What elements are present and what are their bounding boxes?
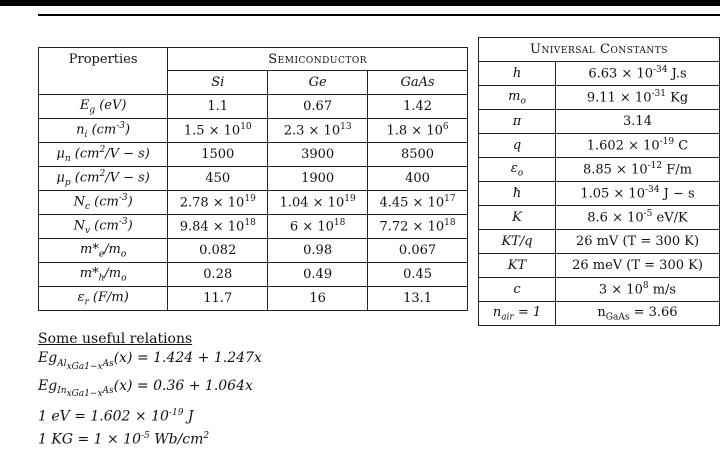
semiconductor-group-header: Semiconductor xyxy=(168,48,468,71)
constant-symbol: KT/q xyxy=(479,230,556,254)
constant-value: $6.63 \times 10^{-34}$ J.s xyxy=(556,62,720,86)
value-cell: 3900 xyxy=(268,143,368,167)
property-cell: $m*_e/m_o$ xyxy=(39,239,168,263)
value-cell: 11.7 xyxy=(168,287,268,311)
value-cell: 1500 xyxy=(168,143,268,167)
property-cell: $N_c$ $(cm^{-3})$ xyxy=(39,191,168,215)
table-row xyxy=(39,191,468,215)
value-cell: $7.72 \times 10^{18}$ xyxy=(368,215,468,239)
table-row xyxy=(479,182,720,206)
constant-value: $8.6 \times 10^{-5}$ eV/K xyxy=(556,206,720,230)
value-cell: 0.98 xyxy=(268,239,368,263)
constant-symbol: $n_{air} = 1$ xyxy=(479,302,556,326)
constant-symbol: $m_o$ xyxy=(479,86,556,110)
constant-symbol: $\varepsilon_o$ xyxy=(479,158,556,182)
value-cell: 400 xyxy=(368,167,468,191)
relation-line: 1 eV = $1.602 \times 10^{-19}$ J xyxy=(38,408,194,425)
semiconductor-header-row xyxy=(39,48,468,71)
table-row xyxy=(39,239,468,263)
value-cell: 8500 xyxy=(368,143,468,167)
constant-value: $n_{GaAs} = 3.66$ xyxy=(556,302,720,326)
constant-symbol: π xyxy=(479,110,556,134)
table-row xyxy=(479,158,720,182)
value-cell: 0.49 xyxy=(268,263,368,287)
relations-title: Some useful relations xyxy=(38,331,193,347)
value-cell: 0.067 xyxy=(368,239,468,263)
table-row xyxy=(479,206,720,230)
constant-value: 3.14 xyxy=(556,110,720,134)
value-cell: $1.5 \times 10^{10}$ xyxy=(168,119,268,143)
value-cell: 450 xyxy=(168,167,268,191)
property-cell: $m*_h/m_o$ xyxy=(39,263,168,287)
table-row xyxy=(479,254,720,278)
property-cell: $\mu_p$ $(cm^2/V - s)$ xyxy=(39,167,168,191)
properties-header: Properties xyxy=(39,48,168,95)
value-cell: $1.8 \times 10^6$ xyxy=(368,119,468,143)
universal-header-row xyxy=(479,38,720,62)
constant-value: $3 \times 10^8$ m/s xyxy=(556,278,720,302)
table-row xyxy=(479,230,720,254)
relation-line: $Eg_{In_{xGa1-x}As}(x) = 0.36 + 1.064x$ xyxy=(38,377,253,400)
top-black-bar xyxy=(0,0,720,6)
value-cell: $6 \times 10^{18}$ xyxy=(268,215,368,239)
table-row xyxy=(479,110,720,134)
constant-symbol: q xyxy=(479,134,556,158)
constant-symbol: K xyxy=(479,206,556,230)
constant-symbol: KT xyxy=(479,254,556,278)
useful-relations xyxy=(38,330,262,450)
value-cell: 13.1 xyxy=(368,287,468,311)
value-cell: 0.67 xyxy=(268,95,368,119)
value-cell: $4.45 \times 10^{17}$ xyxy=(368,191,468,215)
constant-symbol: ħ xyxy=(479,182,556,206)
property-cell: $\varepsilon_r$ (F/m) xyxy=(39,287,168,311)
relations-lines xyxy=(38,349,262,450)
value-cell: 16 xyxy=(268,287,368,311)
table-row xyxy=(39,263,468,287)
value-cell: 0.45 xyxy=(368,263,468,287)
property-cell: $n_i$ $(cm^{-3})$ xyxy=(39,119,168,143)
universal-constants-body xyxy=(479,62,720,326)
table-row xyxy=(479,302,720,326)
constant-symbol: c xyxy=(479,278,556,302)
constant-value: $1.602 \times 10^{-19}$ C xyxy=(556,134,720,158)
value-cell: 0.28 xyxy=(168,263,268,287)
table-row xyxy=(39,287,468,311)
constant-value: 26 mV (T = 300 K) xyxy=(556,230,720,254)
relation-line: $Eg_{Al_{xGa1-x}As}(x) = 1.424 + 1.247x$ xyxy=(38,350,262,372)
value-cell: $9.84 \times 10^{18}$ xyxy=(168,215,268,239)
material-gaas: GaAs xyxy=(368,71,468,95)
material-ge: Ge xyxy=(268,71,368,95)
value-cell: 1.1 xyxy=(168,95,268,119)
header-rule xyxy=(38,14,720,16)
value-cell: $1.04 \times 10^{19}$ xyxy=(268,191,368,215)
value-cell: 0.082 xyxy=(168,239,268,263)
constant-value: $9.11 \times 10^{-31}$ Kg xyxy=(556,86,720,110)
table-row xyxy=(39,143,468,167)
property-cell: $\mu_n$ $(cm^2/V - s)$ xyxy=(39,143,168,167)
property-cell: $N_v$ $(cm^{-3})$ xyxy=(39,215,168,239)
universal-constants-header: Universal Constants xyxy=(479,38,720,62)
relation-line: 1 KG = $1 \times 10^{-5}$ $Wb/cm^2$ xyxy=(38,430,210,448)
table-row xyxy=(479,62,720,86)
table-row xyxy=(39,95,468,119)
table-row xyxy=(479,278,720,302)
table-row xyxy=(479,134,720,158)
value-cell: 1.42 xyxy=(368,95,468,119)
semiconductor-table-body xyxy=(39,95,468,311)
value-cell: $2.78 \times 10^{19}$ xyxy=(168,191,268,215)
material-si: Si xyxy=(168,71,268,95)
universal-constants-table xyxy=(478,37,720,326)
constant-value: $8.85 \times 10^{-12}$ F/m xyxy=(556,158,720,182)
value-cell: 1900 xyxy=(268,167,368,191)
value-cell: $2.3 \times 10^{13}$ xyxy=(268,119,368,143)
constant-value: 26 meV (T = 300 K) xyxy=(556,254,720,278)
constant-symbol: h xyxy=(479,62,556,86)
table-row xyxy=(479,86,720,110)
semiconductor-table xyxy=(38,47,468,311)
constant-value: $1.05 \times 10^{-34}$ J − s xyxy=(556,182,720,206)
table-row xyxy=(39,119,468,143)
property-cell: $E_g$ (eV) xyxy=(39,95,168,119)
table-row xyxy=(39,215,468,239)
table-row xyxy=(39,167,468,191)
